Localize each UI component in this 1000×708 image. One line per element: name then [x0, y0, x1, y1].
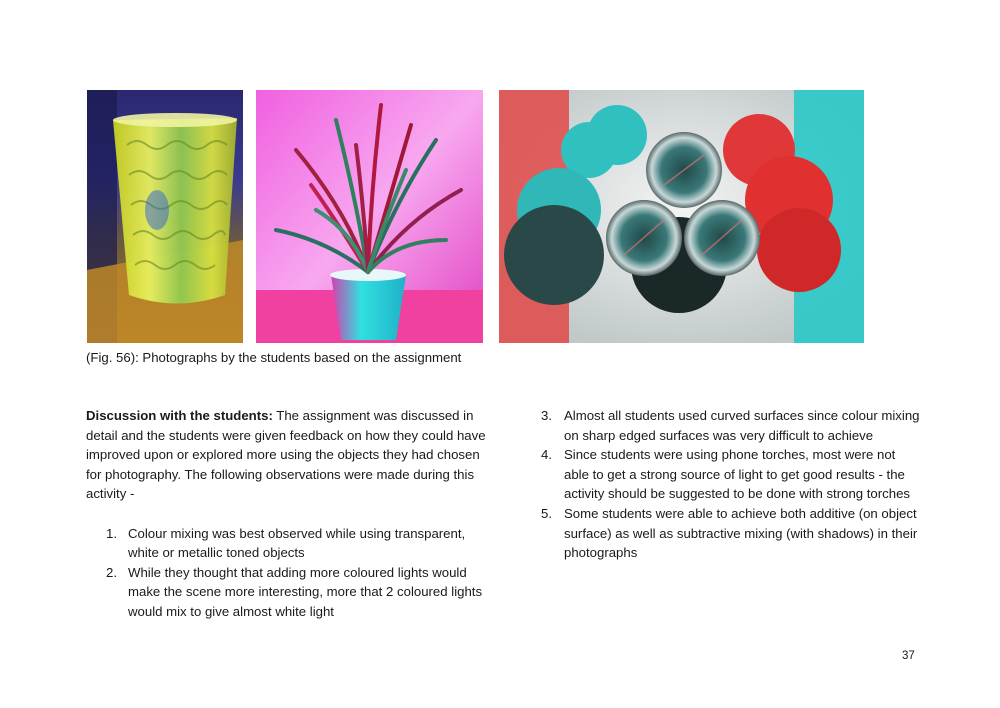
list-item-number: 1.: [106, 525, 117, 541]
list-item-text: Colour mixing was best observed while using transparent, white or metallic toned objects: [128, 525, 466, 561]
observations-list-part-2: [541, 406, 921, 563]
list-item-text: Since students were using phone torches, most were not able to get a strong source of light to get good results - the activity should be suggested to be done with strong torches: [564, 447, 911, 502]
list-item: [541, 445, 921, 504]
list-item-number: 4.: [541, 447, 552, 463]
list-item-number: 5.: [541, 505, 552, 521]
potted-plant-photo: [256, 90, 483, 343]
discussion-right-column: [541, 406, 921, 563]
page-number: 37: [902, 650, 915, 662]
list-item-text: Almost all students used curved surfaces since colour mixing on sharp edged surfaces was very difficult to achieve: [564, 408, 920, 443]
list-item-text: While they thought that adding more coloured lights would make the scene more interesting, more that 2 coloured lights would mix to give almost white light: [128, 564, 483, 619]
discussion-left-column: [86, 406, 486, 622]
list-item-text: Some students were able to achieve both additive (on object surface) as well as subtractive mixing (with shadows) in their photographs: [564, 505, 918, 561]
metal-cylinders-photo: [499, 90, 864, 343]
list-item: [86, 563, 486, 622]
glass-tumbler-photo: [87, 90, 243, 343]
discussion-intro: [86, 406, 486, 504]
observations-list-part-1: [86, 524, 486, 622]
list-item: [541, 406, 921, 445]
list-item-number: 2.: [106, 564, 117, 580]
discussion-intro-text: The assignment was discussed in detail and the students were given feedback on how they could have improved upon or explored more using the objects they had chosen for photography. The following observations were made during this activity -: [86, 408, 486, 502]
list-item-number: 3.: [541, 408, 552, 423]
discussion-heading: Discussion with the students:: [86, 408, 273, 423]
list-item: [86, 524, 486, 563]
figure-caption: (Fig. 56): Photographs by the students based on the assignment: [86, 350, 462, 365]
list-item: [541, 504, 921, 563]
